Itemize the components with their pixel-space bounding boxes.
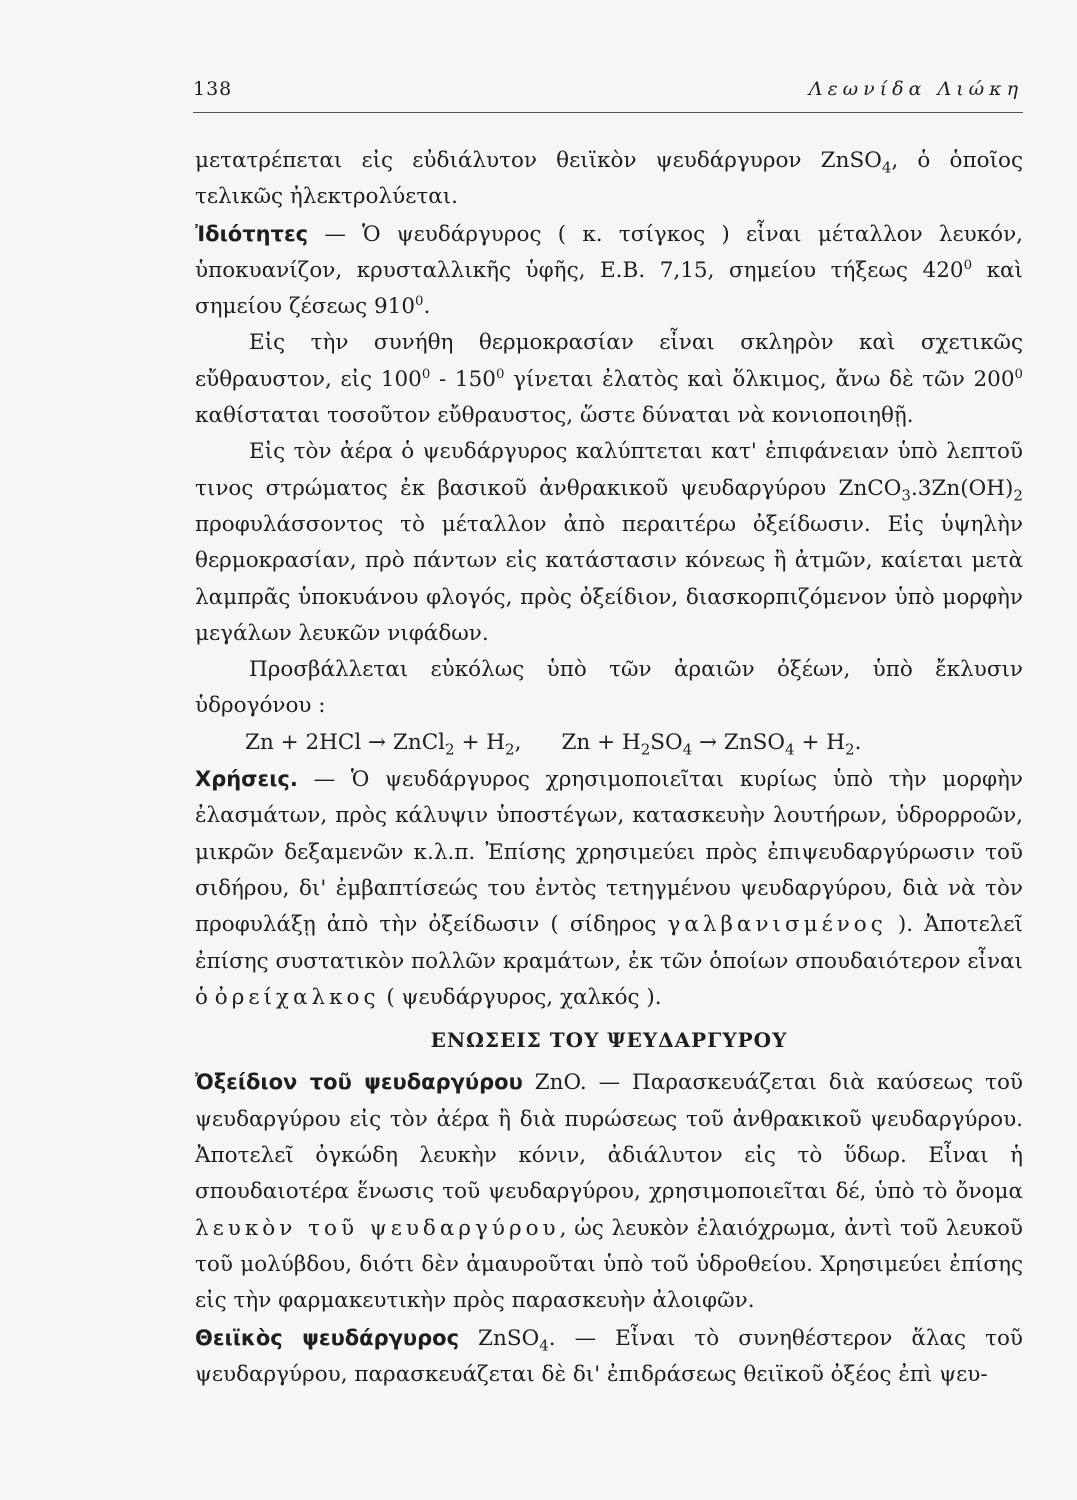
equation-h2so4: $Zn + H_2SO_4$ → ZnSO$_4$ + $H_2$. [561, 729, 862, 759]
page-number: 138 [193, 78, 233, 100]
heading-zinc-sulfate: Θειϊκὸς ψευδάργυρος [195, 1325, 460, 1350]
paragraph-air-oxidation: Εἰς τὸν ἀέρα ὁ ψευδάργυρος καλύπτεται κατ' ἐπιφάνειαν ὑπὸ λεπτοῦ τινος στρώματος ἐκ βασικοῦ ἀνθρακικοῦ ψευδαργύρου $ZnCO_3.3Zn(OH)_2$ προφυλάσσοντος τὸ μέταλλον ἀπὸ περαιτέρω ὀξείδωσιν. Εἰς ὑψηλὴν θερμοκρασίαν, πρὸ πάντων εἰς κατάστασιν κόνεως ἢ ἀτμῶν, καίεται μετὰ λαμπρᾶς ὑποκυάνου φλογός, πρὸς ὀξείδιον, διασκορπιζόμενον ὑπὸ μορφὴν μεγάλων λευκῶν νιφάδων. [195, 439, 1023, 646]
paragraph-temperature: Εἰς τὴν συνήθη θερμοκρασίαν εἶναι σκληρὸν καὶ σχετικῶς εὔθραυστον, εἰς $100^0 - 150^0$ γίνεται ἐλατὸς καὶ ὅλκιμος, ἄνω δὲ τῶν $200^0$ καθίσταται τοσοῦτον εὔθραυστος, ὥστε δύναται νὰ κονιοποιηθῇ. [195, 330, 1023, 429]
paragraph-zinc-oxide: Ὀξείδιον τοῦ ψευδαργύρου ZnO. — Παρασκευάζεται διὰ καύσεως τοῦ ψευδαργύρου εἰς τὸν ἀέρα ἢ διὰ πυρώσεως τοῦ ἀνθρακικοῦ ψευδαργύρου. Ἀποτελεῖ ὀγκώδη λευκὴν κόνιν, ἀδιάλυτον εἰς τὸ ὕδωρ. Εἶναι ἡ σπουδαιοτέρα ἕνωσις τοῦ ψευδαργύρου, χρησιμοποιεῖται δέ, ὑπὸ τὸ ὄνομα λευκὸν τοῦ ψευδαργύρου, ὡς λευκὸν ἐλαιόχρωμα, ἀντὶ τοῦ λευκοῦ τοῦ μολύβδου, διότι δὲν ἀμαυροῦται ὑπὸ τοῦ ὑδροθείου. Χρησιμεύει ἐπίσης εἰς τὴν φαρμακευτικὴν πρὸς παρασκευὴν ἀλοιφῶν. [195, 1070, 1023, 1314]
paragraph-zinc-sulfate: Θειϊκὸς ψευδάργυρος ZnSO$_4$. — Εἶναι τὸ συνηθέστερον ἅλας τοῦ ψευδαργύρου, παρασκευάζεται δὲ δι' ἐπιδράσεως θειϊκοῦ ὀξέος ἐπὶ ψευ- [195, 1325, 1023, 1387]
running-head: Λεωνίδα Λιώκη [808, 78, 1023, 100]
section-title: ΕΝΩΣΕΙΣ ΤΟΥ ΨΕΥΔΑΡΓΥΡΟΥ [430, 1028, 788, 1053]
heading-zinc-oxide: Ὀξείδιον τοῦ ψευδαργύρου [195, 1070, 523, 1095]
body-text [195, 143, 1023, 1393]
equation-hcl: Zn + 2HCl → ZnCl$_2$ + $H_2$, [245, 729, 522, 759]
paragraph-acids: Προσβάλλεται εὐκόλως ὑπὸ τῶν ἀραιῶν ὀξέων, ὑπὸ ἔκλυσιν ὑδρογόνου : [195, 657, 1023, 719]
page-header [193, 74, 1023, 114]
paragraph-continuation: μετατρέπεται εἰς εὐδιάλυτον θειϊκὸν ψευδάργυρον ZnSO$_4$, ὁ ὁποῖος τελικῶς ἠλεκτρολύεται. [195, 148, 1023, 210]
paragraph-uses: Χρήσεις. — Ὁ ψευδάργυρος χρησιμοποιεῖται κυρίως ὑπὸ τὴν μορφὴν ἐλασμάτων, πρὸς κάλυψιν ὑποστέγων, κατασκευὴν λουτήρων, ὑδρορροῶν, μικρῶν δεξαμενῶν κ.λ.π. Ἐπίσης χρησιμεύει πρὸς ἐπιψευδαργύρωσιν τοῦ σιδήρου, δι' ἐμβαπτίσεώς του ἐντὸς τετηγμένου ψευδαργύρου, διὰ νὰ τὸν προφυλάξῃ ἀπὸ τὴν ὀξείδωσιν ( σίδηρος γαλβανισμένος ). Ἀποτελεῖ ἐπίσης συστατικὸν πολλῶν κραμάτων, ἐκ τῶν ὁποίων σπουδαιότερον εἶναι ὁ ὀρείχαλκος ( ψευδάργυρος, χαλκός ). [195, 767, 1023, 1010]
header-rule [193, 112, 1023, 113]
paragraph-properties: Ἰδιότητες — Ὁ ψευδάργυρος ( κ. τσίγκος ) εἶναι μέταλλον λευκόν, ὑποκυανίζον, κρυσταλλικῆς ὑφῆς, Ε.Β. 7,15, σημείου τήξεως $420^0$ καὶ σημείου ζέσεως $910^0$. [195, 221, 1023, 320]
heading-properties: Ἰδιότητες [195, 221, 309, 246]
chemical-equations [195, 725, 1023, 761]
heading-uses: Χρήσεις. [195, 767, 298, 792]
